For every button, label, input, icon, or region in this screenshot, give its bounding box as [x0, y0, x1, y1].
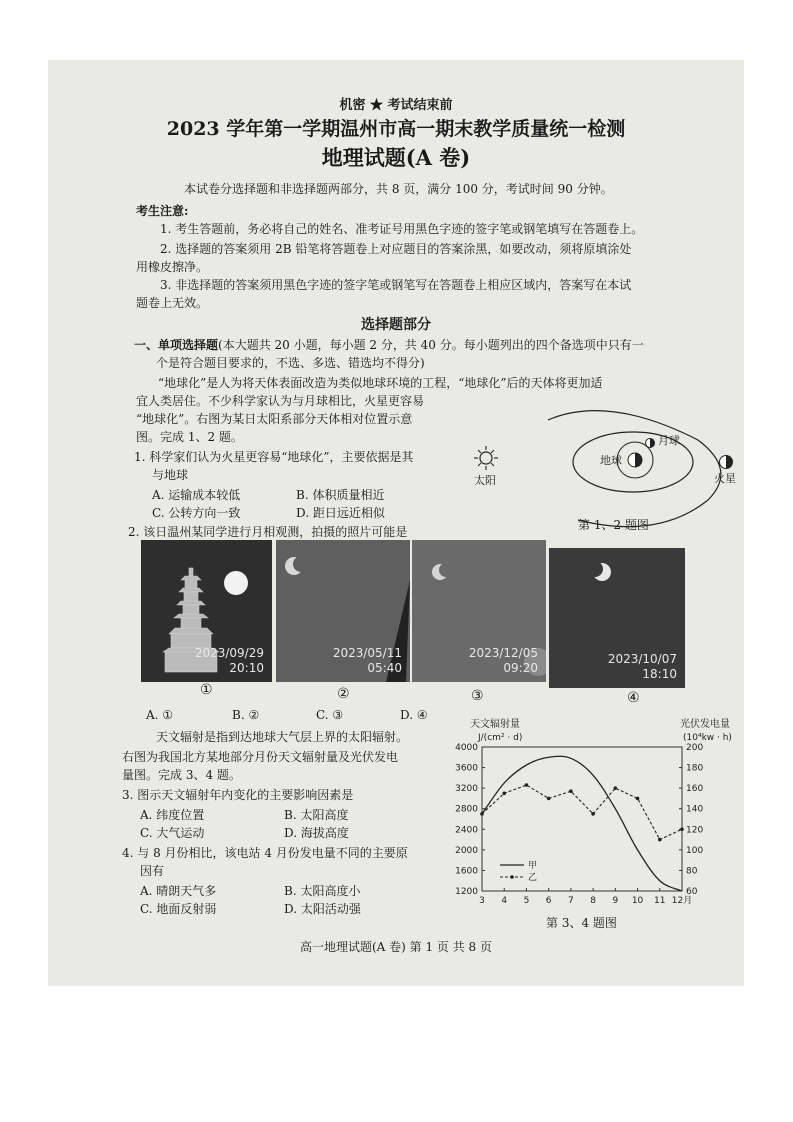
q2-option-c: C. ③	[316, 708, 344, 722]
q4-option-c: C. 地面反射弱	[140, 902, 217, 916]
series-yi-line	[482, 785, 682, 840]
right-tick-label: 80	[686, 866, 698, 877]
photo-4-timestamp	[608, 652, 677, 682]
sun-icon	[474, 446, 498, 470]
moon-photo-3	[412, 540, 546, 682]
q4-option-a: A. 晴朗天气多	[140, 884, 217, 898]
passage2-line1: 天文辐射是指到达地球大气层上界的太阳辐射。	[156, 730, 409, 744]
legend-yi-label: 乙	[528, 873, 538, 883]
series-yi-point	[525, 783, 529, 787]
section-title: 选择题部分	[361, 317, 431, 333]
q1-option-b: B. 体积质量相近	[296, 488, 385, 502]
q3-stem: 3. 图示天文辐射年内变化的主要影响因素是	[122, 788, 354, 802]
left-tick-label: 2400	[455, 825, 478, 836]
note-3: 3. 非选择题的答案须用黑色字迹的签字笔或钢笔写在答题卷上相应区域内，答案写在本试	[160, 278, 632, 292]
series-yi-point	[547, 797, 551, 801]
q1-option-c: C. 公转方向一致	[152, 506, 241, 520]
legend-yi-point	[510, 875, 514, 879]
q3-option-c: C. 大气运动	[140, 826, 205, 840]
series-yi-point	[658, 838, 662, 842]
series-yi-point	[591, 812, 595, 816]
note-3-cont: 题卷上无效。	[136, 296, 209, 310]
series-yi-point	[569, 789, 573, 793]
x-tick-label: 7	[568, 896, 574, 906]
x-tick-label: 6	[545, 896, 552, 906]
q2-option-a: A. ①	[146, 708, 174, 722]
sun-label: 太阳	[474, 474, 496, 487]
passage2-line3: 量图。完成 3、4 题。	[122, 768, 241, 782]
x-tick-label: 12月	[671, 896, 693, 906]
chart-right-axis-title: 光伏发电量	[680, 719, 730, 730]
radiation-chart	[440, 712, 740, 930]
left-tick-label: 2000	[455, 845, 478, 856]
series-yi-point	[636, 797, 640, 801]
photo-3-number: ③	[471, 688, 484, 704]
exam-title: 2023 学年第一学期温州市高一期末教学质量统一检测	[166, 118, 626, 140]
right-tick-label: 100	[686, 845, 704, 856]
q1-stem: 1. 科学家们认为火星更容易“地球化”，主要依据是其	[134, 450, 414, 464]
q2-option-d: D. ④	[400, 708, 428, 722]
q4-option-d: D. 太阳活动强	[284, 902, 361, 916]
q1-stem-cont: 与地球	[152, 468, 189, 482]
x-tick-label: 9	[612, 896, 619, 906]
x-tick-label: 5	[523, 896, 530, 906]
right-tick-label: 120	[686, 825, 704, 836]
legend-jia-label: 甲	[528, 861, 538, 871]
moon-photo-1	[141, 540, 272, 682]
chart-left-axis-title: 天文辐射量	[470, 719, 520, 730]
passage1-line3: “地球化”。右图为某日太阳系部分天体相对位置示意	[136, 412, 413, 426]
figure-1-caption: 第 1、2 题图	[578, 518, 649, 532]
section-heading	[134, 336, 734, 354]
left-tick-label: 3600	[455, 763, 478, 774]
passage2-line2: 右图为我国北方某地部分月份天文辐射量及光伏发电	[122, 750, 399, 764]
x-tick-label: 4	[501, 896, 508, 906]
chart-caption: 第 3、4 题图	[546, 916, 617, 930]
note-1: 1. 考生答题前，务必将自己的姓名、准考证号用黑色字迹的签字笔或钢笔填写在答题卷上。	[160, 222, 644, 236]
q1-option-d: D. 距日远近相似	[296, 506, 385, 520]
photo-2-timestamp	[333, 646, 402, 676]
exam-page	[48, 60, 744, 986]
x-tick-label: 3	[479, 896, 485, 906]
photo-2-time: 05:40	[367, 661, 402, 675]
left-tick-label: 3200	[455, 784, 478, 795]
notes-heading: 考生注意:	[136, 204, 189, 218]
note-2: 2. 选择题的答案须用 2B 铅笔将答题卷上对应题目的答案涂黑，如要改动，须将原填涂处	[160, 242, 632, 256]
section-heading-rest: (本大题共 20 小题，每小题 2 分，共 40 分。每小题列出的四个备选项中只有一	[218, 338, 644, 352]
q4-option-b: B. 太阳高度小	[284, 884, 361, 898]
photo-1-date: 2023/09/29	[194, 646, 264, 660]
left-tick-label: 1600	[455, 866, 478, 877]
passage1-line1: “地球化”是人为将天体表面改造为类似地球环境的工程，“地球化”后的天体将更加适	[158, 376, 603, 390]
moon-photo-4	[549, 548, 685, 688]
photo-1-timestamp	[195, 646, 264, 676]
left-tick-label: 1200	[455, 887, 478, 897]
right-tick-label: 200	[686, 743, 704, 753]
x-tick-label: 8	[590, 896, 596, 906]
q2-stem: 2. 该日温州某同学进行月相观测，拍摄的照片可能是	[128, 525, 408, 539]
passage1-line4: 图。完成 1、2 题。	[136, 430, 243, 444]
x-tick-label: 10	[631, 896, 644, 906]
photo-2-date: 2023/05/11	[332, 646, 402, 660]
photo-3-date: 2023/12/05	[468, 646, 538, 660]
q4-stem-cont: 因有	[140, 864, 165, 878]
right-tick-label: 160	[686, 784, 704, 795]
chart-plot-frame	[482, 747, 682, 891]
photo-3-time: 09:20	[503, 661, 538, 675]
moon-label: 月球	[658, 434, 680, 447]
series-yi-point	[480, 812, 484, 816]
earth-icon	[628, 453, 642, 467]
left-tick-label: 2800	[455, 804, 478, 815]
series-yi-point	[614, 786, 618, 790]
chart-left-axis-unit: J/(cm² · d)	[478, 733, 523, 743]
moon-icon	[646, 439, 655, 448]
intro-text: 本试卷分选择题和非选择题两部分，共 8 页，满分 100 分，考试时间 90 分钟。	[184, 182, 613, 196]
section-heading-bold: 一、单项选择题	[134, 338, 219, 352]
mars-label: 火星	[714, 472, 736, 485]
q4-stem: 4. 与 8 月份相比，该电站 4 月份发电量不同的主要原	[122, 846, 408, 860]
q3-option-a: A. 纬度位置	[140, 808, 205, 822]
series-jia-line	[482, 756, 682, 891]
photo-2-number: ②	[337, 686, 350, 702]
exam-subtitle: 地理试题(A 卷)	[321, 145, 471, 170]
note-2-cont: 用橡皮擦净。	[136, 260, 209, 274]
mars-icon	[720, 456, 733, 469]
photo-4-date: 2023/10/07	[607, 652, 677, 666]
right-tick-label: 60	[686, 887, 698, 897]
chart-right-axis-unit: (10⁴kw · h)	[683, 733, 732, 743]
earth-label: 地球	[600, 454, 622, 467]
page-footer: 高一地理试题(A 卷) 第 1 页 共 8 页	[299, 940, 492, 954]
series-yi-point	[680, 827, 684, 831]
moon-photo-2	[276, 540, 410, 682]
section-heading-line2: 个是符合题目要求的，不选、多选、错选均不得分)	[156, 356, 425, 370]
passage1-line2: 宜人类居住。不少科学家认为与月球相比，火星更容易	[136, 394, 425, 408]
photo-1-number: ①	[200, 682, 213, 698]
q3-option-d: D. 海拔高度	[284, 826, 349, 840]
q1-option-a: A. 运输成本较低	[152, 488, 241, 502]
secret-label: 机密 ★ 考试结束前	[339, 98, 453, 113]
q2-option-b: B. ②	[232, 708, 260, 722]
photo-4-time: 18:10	[642, 667, 677, 681]
q3-option-b: B. 太阳高度	[284, 808, 349, 822]
photo-3-timestamp	[469, 646, 538, 676]
left-tick-label: 4000	[455, 743, 478, 753]
photo-4-number: ④	[627, 690, 640, 706]
right-tick-label: 180	[686, 763, 704, 774]
x-tick-label: 11	[654, 896, 666, 906]
right-tick-label: 140	[686, 804, 704, 815]
series-yi-point	[502, 791, 506, 795]
photo-1-time: 20:10	[229, 661, 264, 675]
